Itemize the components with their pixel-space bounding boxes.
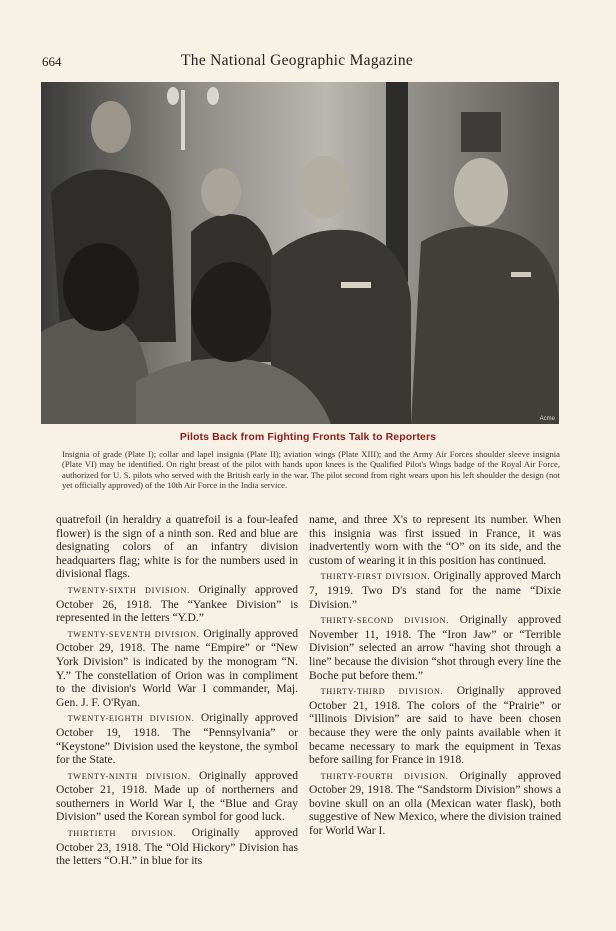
pilots-photo <box>41 82 559 424</box>
paragraph-text: Originally approved October 19, 1918. The “Pennsylvania” or “Keystone” Division used the keystone, the symbol for the State. <box>56 711 298 767</box>
page-number: 664 <box>42 54 62 69</box>
paragraph <box>56 711 298 766</box>
section-head: THIRTY-THIRD DIVISION. <box>320 687 444 697</box>
section-head: THIRTY-FOURTH DIVISION. <box>320 771 449 781</box>
section-head: THIRTY-SECOND DIVISION. <box>320 616 449 626</box>
paragraph <box>56 627 298 710</box>
photo-illustration <box>41 82 559 424</box>
paragraph-text: Originally approved October 21, 1918. Made up of northerners and southerners in World War I, the “Blue and Gray Division” used the Korean symbol for good luck. <box>56 768 298 824</box>
section-head: TWENTY-EIGHTH DIVISION. <box>67 714 195 724</box>
paragraph <box>56 826 298 868</box>
paragraph-text: Originally approved October 29, 1918. The name “Empire” or “New York Division” is indicated by the monogram “N. Y.” The constellation of Orion was in compliment to the division's World War I commander, Maj. Gen. J. F. O'Ryan. <box>56 626 298 709</box>
paragraph <box>309 613 561 682</box>
paragraph <box>309 684 561 767</box>
right-column <box>309 513 561 840</box>
paragraph-text: name, and three X's to represent its number. When this insignia was first issued in France, it was inadvertently worn with the “O” on its side, and the custom of wearing it in this position has continued. <box>309 513 561 567</box>
section-head: TWENTY-SEVENTH DIVISION. <box>67 629 200 639</box>
photo-credit: Acme <box>539 416 555 422</box>
caption-body: Insignia of grade (Plate I); collar and lapel insignia (Plate II); aviation wings (Plate XIII); and the Army Air Forces shoulder sleeve insignia (Plate VI) may be identified. On right breast of the pilot with hands upon knees is the Qualified Pilot's Wings badge of the Royal Air Force, authorized for U. S. pilots who served with the British early in the war. The pilot second from right wears upon his left shoulder the design (not yet officially approved) of the 10th Air Force in the India service. <box>62 449 560 491</box>
paragraph <box>309 513 561 567</box>
paragraph-text: Originally approved October 23, 1918. The “Old Hickory” Division has the letters “O.H.” in blue for its <box>56 826 298 868</box>
magazine-title: The National Geographic Magazine <box>181 52 414 69</box>
paragraph-text: quatrefoil (in heraldry a quatrefoil is a four-leafed flower) is the sign of a ninth son. Red and blue are designating colors of an infantry division headquarters flag; white is for the numbers used in divisional flags. <box>56 513 298 581</box>
section-head: THIRTY-FIRST DIVISION. <box>320 572 431 582</box>
paragraph <box>309 769 561 838</box>
caption-title: Pilots Back from Fighting Fronts Talk to Reporters <box>179 431 437 443</box>
paragraph <box>56 583 298 625</box>
section-head: TWENTY-SIXTH DIVISION. <box>67 585 190 595</box>
section-head: TWENTY-NINTH DIVISION. <box>67 771 191 781</box>
section-head: THIRTIETH DIVISION. <box>67 829 177 839</box>
paragraph-text: Originally approved October 21, 1918. The colors of the “Prairie” or “Illinois Division” are said to have been chosen because they were the only paints available when it became necessary to mark the equipment in Texas before sailing for France in 1918. <box>309 684 561 767</box>
paragraph <box>56 513 298 581</box>
paragraph-text: Originally approved October 29, 1918. The “Sandstorm Division” shows a bovine skull on an olla (Mexican water flask), both suggestive of New Mexico, where the division trained for World War I. <box>309 768 561 838</box>
paragraph <box>309 569 561 611</box>
paragraph <box>56 769 298 824</box>
paragraph-text: Originally approved March 7, 1919. Two D's stand for the name “Dixie Division.” <box>309 569 561 611</box>
paragraph-text: Originally approved November 11, 1918. The “Iron Jaw” or “Terrible Division” selected an arrow “having shot through a line” because the division “shot through every line the Boche put before them.” <box>309 613 561 682</box>
paragraph-text: Originally approved October 26, 1918. The “Yankee Division” is represented in the letters “Y.D.” <box>56 582 298 625</box>
left-column <box>56 513 298 870</box>
